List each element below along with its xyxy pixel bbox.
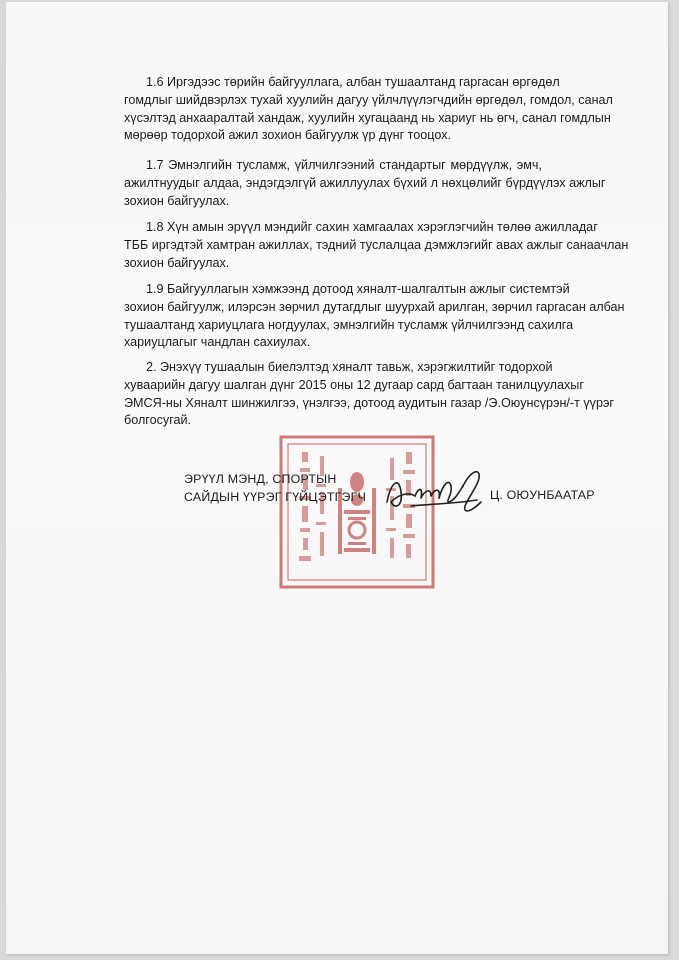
handwritten-signature xyxy=(381,462,491,522)
document-page xyxy=(6,2,668,954)
signatory-title-line2: САЙДЫН ҮҮРЭГ ГҮЙЦЭТГЭГЧ xyxy=(184,490,367,504)
paragraph-line: мөрөөр тодорхой ажил зохион байгуулж үр дүнг тооцох. xyxy=(124,128,452,143)
paragraph-line: хүсэлтэд анхааралтай хандаж, хуулийн хугацаанд нь хариуг нь өгч, санал гомдлын xyxy=(124,110,611,125)
paragraph-line: 2. Энэхүү тушаалын биелэлтэд хяналт тавьж, хэрэгжилтийг тодорхой xyxy=(146,360,553,374)
paragraph-line: 1.7 Эмнэлгийн тусламж, үйлчилгээний стандартыг мөрдүүлж, эмч, xyxy=(146,158,542,172)
paragraph-line: зохион байгуулж, илэрсэн зөрчил дутагдлыг шуурхай арилган, зөрчил гаргасан албан xyxy=(124,299,625,314)
paragraph-line: ЭМСЯ-ны Хяналт шинжилгээ, үнэлгээ, дотоод аудитын газар /Э.Оюунсүрэн/-т үүрэг xyxy=(124,395,614,410)
paragraph-line: 1.8 Хүн амын эрүүл мэндийг сахин хамгаалах хэрэглэгчийн төлөө ажилладаг xyxy=(146,220,598,234)
paragraph-line: зохион байгуулах. xyxy=(124,255,230,270)
paragraph-1-7 xyxy=(124,157,606,210)
paragraph-line: зохион байгуулах. xyxy=(124,193,230,208)
paragraph-2 xyxy=(124,359,614,430)
paragraph-1-6 xyxy=(124,74,613,145)
paragraph-line: хариуцлагыг чандлан сахиулах. xyxy=(124,335,311,350)
paragraph-1-8 xyxy=(124,219,629,272)
signatory-title-line1: ЭРҮҮЛ МЭНД, СПОРТЫН xyxy=(184,472,337,486)
paragraph-1-9 xyxy=(124,281,625,352)
paragraph-line: 1.9 Байгууллагын хэмжээнд дотоод хяналт-шалгалтын ажлыг системтэй xyxy=(146,282,570,296)
paragraph-line: гомдлыг шийдвэрлэх тухай хуулийн дагуу үйлчлүүлэгчдийн өргөдөл, гомдол, санал xyxy=(124,92,613,107)
paragraph-line: ТББ иргэдтэй хамтран ажиллах, тэдний туслалцаа дэмжлэгийг авах ажлыг санаачлан xyxy=(124,237,629,252)
signatory-title xyxy=(184,470,366,506)
paragraph-line: хуваарийн дагуу шалган дүнг 2015 оны 12 дугаар сард багтаан танилцуулахыг xyxy=(124,377,584,392)
paragraph-line: 1.6 Иргэдээс төрийн байгууллага, албан тушаалтанд гаргасан өргөдөл xyxy=(146,75,560,89)
paragraph-line: болгосугай. xyxy=(124,413,192,428)
signatory-name: Ц. ОЮУНБААТАР xyxy=(490,488,595,502)
paragraph-line: тушаалтанд хариуцлага ногдуулах, эмнэлгийн тусламж үйлчилгээнд сахилга xyxy=(124,317,574,332)
paragraph-line: ажилтнуудыг алдаа, эндэгдэлгүй ажиллуулах бүхий л нөхцөлийг бүрдүүлэх ажлыг xyxy=(124,175,606,190)
